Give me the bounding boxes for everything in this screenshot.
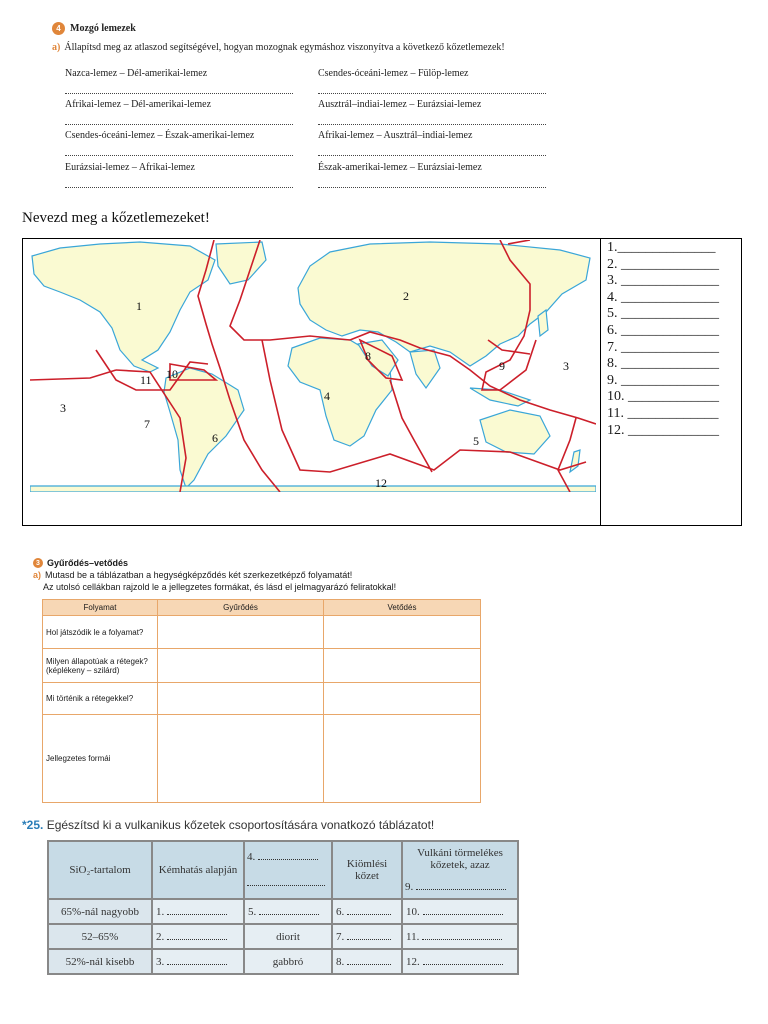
row-label: 52%-nál kisebb [48,949,152,974]
answer-cell[interactable] [158,683,324,715]
pair-text: Észak-amerikai-lemez – Eurázsiai-lemez [318,162,482,173]
blank-number: 6. [336,905,345,918]
answer-cell[interactable] [244,899,332,924]
map-label: 3 [60,401,66,415]
map-task-title: Nevezd meg a kőzetlemezeket! [22,210,210,226]
answer-line-1[interactable]: 1.______________ [607,240,716,255]
blank-number: 7. [336,930,345,943]
row-label: 65%-nál nagyobb [48,899,152,924]
answer-cell[interactable] [332,924,402,949]
answer-cell[interactable] [152,949,244,974]
pair-text: Csendes-óceáni-lemez – Fülöp-lemez [318,68,469,79]
pair-left-1 [65,68,305,94]
map-divider [600,238,601,526]
table-header-4[interactable] [244,841,332,899]
row-label: Hol játszódik le a folyamat? [43,616,158,649]
table-header: SiO₂-tartalom [48,841,152,899]
pair-left-3 [65,130,305,156]
answer-cell[interactable] [152,924,244,949]
pair-left-4 [65,162,305,188]
section4-header [22,818,434,832]
row-label: Milyen állapotúak a rétegek? (képlékeny – szilárd) [43,649,158,683]
pair-text: Afrikai-lemez – Ausztrál–indiai-lemez [318,130,473,141]
answer-line-7[interactable]: 7. ______________ [607,339,719,355]
section4-title: Egészítsd ki a vulkanikus kőzetek csoportosítására vonatkozó táblázatot! [46,818,435,832]
pair-right-1 [318,68,558,94]
answer-cell[interactable] [152,899,244,924]
blank-number: 5. [248,905,257,918]
answer-line-5[interactable]: 5. ______________ [607,306,719,322]
blank-number: 3. [156,955,165,968]
answer-blank[interactable] [422,931,502,940]
section3-task [33,570,352,580]
table-header: Gyűrődés [158,600,324,616]
answer-line-9[interactable]: 9. ______________ [607,372,719,388]
answer-line[interactable] [318,89,546,94]
answer-cell[interactable] [324,616,481,649]
answer-line-11[interactable]: 11. _____________ [607,405,719,421]
pair-text: Afrikai-lemez – Dél-amerikai-lemez [65,99,212,110]
answer-cell[interactable] [324,683,481,715]
section3-task-line2: Az utolsó cellákban rajzold le a jellegzetes formákat, és lásd el jelmagyarázó feliratokkal! [43,582,397,592]
answer-cell[interactable] [324,715,481,803]
answer-line[interactable] [318,120,546,125]
section1-task-letter: a) [52,42,61,53]
table-row [43,683,481,715]
answer-line-8[interactable]: 8. ______________ [607,356,719,372]
answer-cell[interactable] [158,649,324,683]
answer-line-2[interactable]: 2. ______________ [607,256,719,272]
blank-number: 10. [406,905,420,918]
table-header: Folyamat [43,600,158,616]
section1-task [52,42,505,53]
map-label: 10 [166,367,178,381]
table-header: Kiömlési kőzet [332,841,402,899]
section1-title: Mozgó lemezek [70,23,136,34]
table-row [43,715,481,803]
given-value: gabbró [244,949,332,974]
antarctica [30,486,596,492]
blank-number: 8. [336,955,345,968]
header-text: Vulkáni törmelékes kőzetek, azaz [417,847,503,871]
table-header: Vetődés [324,600,481,616]
map-label: 6 [212,431,218,445]
answer-cell[interactable] [332,899,402,924]
pair-right-2 [318,99,558,125]
fold-fault-table [42,599,481,803]
table-header: Kémhatás alapján [152,841,244,899]
answer-line-12[interactable]: 12. _____________ [607,422,719,438]
answer-blank[interactable] [347,906,391,915]
map-label: 4 [324,389,330,403]
blank-number: 1. [156,905,165,918]
map-label: 9 [499,359,505,373]
answer-blank[interactable] [167,956,227,965]
table-row [43,649,481,683]
table-header-row [43,600,481,616]
table-row [48,924,518,949]
answer-line[interactable] [65,183,293,188]
pair-left-2 [65,99,305,125]
section3-task-letter: a) [33,570,42,580]
section3-title: Gyűrődés–vetődés [47,558,129,568]
table-header-row [48,841,518,899]
answer-blank[interactable] [259,906,319,915]
table-row [43,616,481,649]
header-blank-label: 9. [405,881,414,893]
answer-line[interactable] [318,183,546,188]
answer-list [607,240,719,439]
pair-text: Ausztrál–indiai-lemez – Eurázsiai-lemez [318,99,482,110]
answer-cell[interactable] [324,649,481,683]
answer-cell[interactable] [332,949,402,974]
pair-text: Csendes-óceáni-lemez – Észak-amerikai-lemez [65,130,255,141]
table-row [48,899,518,924]
answer-line[interactable] [65,120,293,125]
answer-line[interactable] [65,151,293,156]
volcanic-rock-table [47,840,519,975]
answer-blank[interactable] [416,881,506,890]
map-label: 1 [136,299,142,313]
answer-line[interactable] [65,89,293,94]
answer-line[interactable] [318,151,546,156]
table-row [48,949,518,974]
section3-header [33,558,128,568]
given-value: diorit [244,924,332,949]
blank-number: 2. [156,930,165,943]
answer-cell[interactable] [158,616,324,649]
answer-line-10[interactable]: 10. _____________ [607,389,719,405]
section1-header [52,22,136,35]
blank-number: 11. [406,930,420,943]
row-label: 52–65% [48,924,152,949]
map-label: 8 [365,349,371,363]
section1-badge: 4 [52,22,65,35]
map-label: 12 [375,476,387,490]
section1-task-text: Állapítsd meg az atlaszod segítségével, hogyan mozognak egymáshoz viszonyítva a következő kőzetlemezek! [64,42,505,53]
pair-right-4 [318,162,558,188]
header-blank-label: 4. [247,851,256,863]
answer-blank[interactable] [423,906,503,915]
answer-line-6[interactable]: 6. ______________ [607,322,719,338]
pair-text: Nazca-lemez – Dél-amerikai-lemez [65,68,208,79]
plate-map [30,240,596,492]
answer-blank[interactable] [167,906,227,915]
answer-blank[interactable] [347,956,391,965]
pair-text: Eurázsiai-lemez – Afrikai-lemez [65,162,195,173]
answer-blank[interactable] [258,851,318,860]
answer-cell[interactable] [402,949,518,974]
blank-number: 12. [406,955,420,968]
table-header-9[interactable] [402,841,518,899]
answer-blank[interactable] [247,877,325,886]
answer-cell[interactable] [158,715,324,803]
answer-line-3[interactable]: 3. ______________ [607,273,719,289]
answer-line-4[interactable]: 4. ______________ [607,289,719,305]
row-label: Mi történik a rétegekkel? [43,683,158,715]
answer-cell[interactable] [402,899,518,924]
map-label: 7 [144,417,150,431]
section3-badge: 3 [33,558,43,568]
map-label: 11 [140,373,152,387]
map-label: 2 [403,289,409,303]
section3-task-line1: Mutasd be a táblázatban a hegységképződés két szerkezetképző folyamatát! [45,570,353,580]
pair-right-3 [318,130,558,156]
map-label: 3 [563,359,569,373]
answer-blank[interactable] [423,956,503,965]
answer-blank[interactable] [167,931,227,940]
section4-number: *25. [22,818,44,832]
map-label: 5 [473,434,479,448]
row-label: Jellegzetes formái [43,715,158,803]
answer-blank[interactable] [347,931,391,940]
answer-cell[interactable] [402,924,518,949]
